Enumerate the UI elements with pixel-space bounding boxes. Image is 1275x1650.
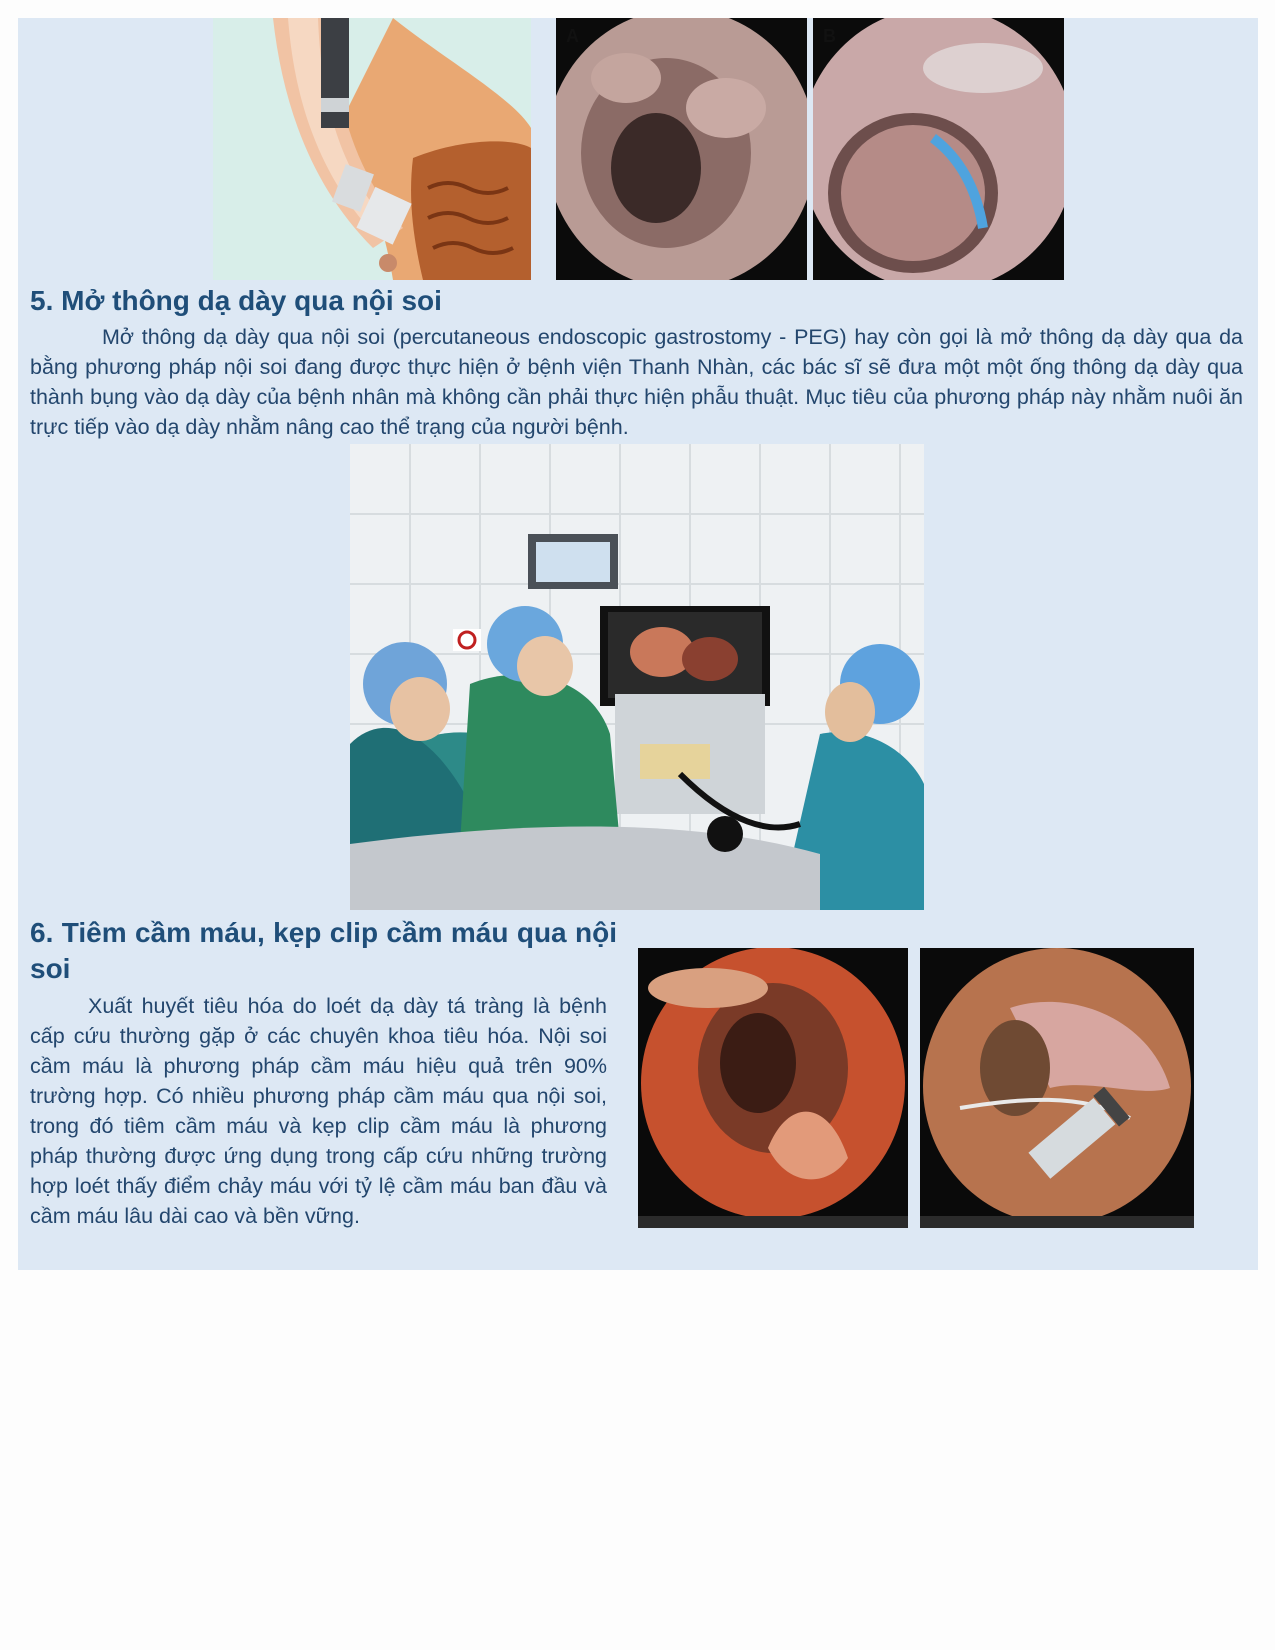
clip-hemostasis-image xyxy=(920,948,1194,1228)
peg-procedure-photo xyxy=(350,444,924,910)
section6-body-text: Xuất huyết tiêu hóa do loét dạ dày tá tràng là bệnh cấp cứu thường gặp ở các chuyên khoa tiêu hóa. Nội soi cầm máu là phương pháp cầm máu hiệu quả trên 90% trường hợp. Có nhiều phương pháp cầm máu qua nội soi, trong đó tiêm cầm máu và kẹp clip cầm máu là phương pháp thường được ứng dụng trong cấp cứu những trường hợp loét thấy điểm chảy máu với tỷ lệ cầm máu ban đầu và cầm máu lâu dài cao và bền vững. xyxy=(30,994,607,1228)
section5-title: 5. Mở thông dạ dày qua nội soi xyxy=(30,285,442,316)
section5-body-text: Mở thông dạ dày qua nội soi (percutaneous endoscopic gastrostomy - PEG) hay còn gọi là mở thông dạ dày qua da bằng phương pháp nội soi đang được thực hiện ở bệnh viện Thanh Nhàn, các bác sĩ sẽ đưa một một ống thông dạ dày qua thành bụng vào dạ dày của bệnh nhân mà không cần phải thực hiện phẫu thuật. Mục tiêu của phương pháp này nhằm nuôi ăn trực tiếp vào dạ dày nhằm nâng cao thể trạng của người bệnh. xyxy=(30,325,1243,439)
section6-title: 6. Tiêm cầm máu, kẹp clip cầm máu qua nội soi xyxy=(30,917,617,984)
banding-illustration xyxy=(213,18,531,280)
bleeding-ulcer-image xyxy=(638,948,908,1228)
endoscopy-label-b: B xyxy=(823,26,836,46)
section5-body xyxy=(30,322,1243,442)
section6-body xyxy=(30,991,607,1231)
endoscopy-label-a: A xyxy=(566,26,579,46)
endoscopy-image-a xyxy=(556,18,807,280)
endoscopy-image-b xyxy=(813,18,1064,280)
